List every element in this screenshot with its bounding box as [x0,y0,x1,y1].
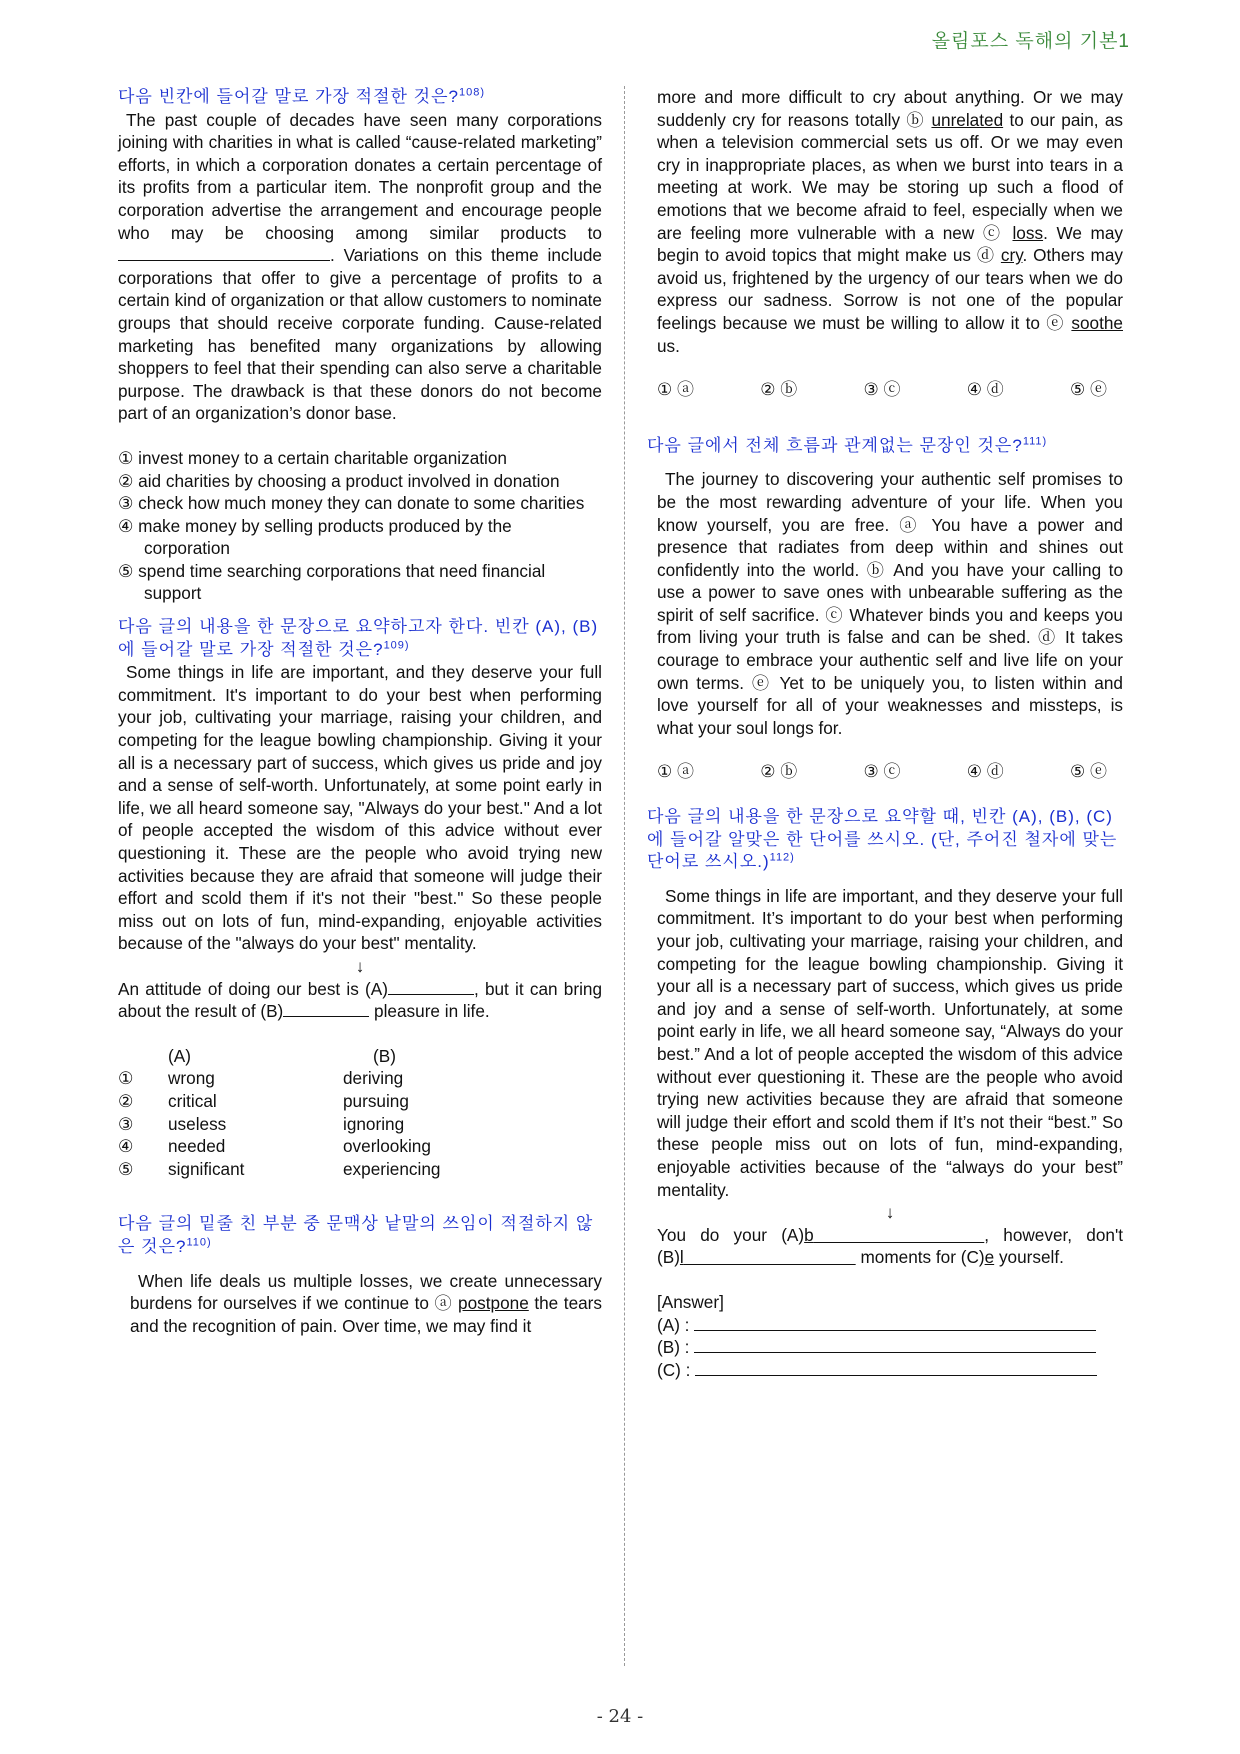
option-number: ① [118,1068,134,1089]
answer-blank [118,260,330,261]
option-number: ④ [118,1136,134,1157]
footnote-111: 111) [1022,435,1048,448]
option-4[interactable]: ④ ⓓ [966,380,1004,400]
right-column [647,86,1123,1381]
footnote-112: 112) [769,851,795,864]
question-112-summary: You do your (A)b , however, don't (B)l moments for (C)e yourself. [657,1224,1123,1268]
answer-field-b[interactable] [694,1338,1096,1353]
option-1[interactable]: ① ⓐ [657,380,694,400]
question-110-options [657,379,1107,402]
col-b-header: (B) [373,1045,396,1066]
footnote-110: 110) [186,1236,212,1249]
option-b: pursuing [343,1090,409,1111]
answer-label: [Answer] [657,1291,724,1312]
arrow-down-icon: ↓ [355,955,365,976]
option-5[interactable]: ⑤ ⓔ [1070,380,1107,400]
option-3[interactable]: ③ ⓒ [863,380,901,400]
arrow-down-icon: ↓ [885,1202,895,1223]
option-3[interactable]: ③ ⓒ [863,762,901,782]
option-a: useless [168,1113,227,1134]
option-b: overlooking [343,1136,431,1157]
option-2[interactable]: ② ⓑ [760,380,798,400]
option-a: needed [168,1136,226,1157]
underlined-b: unrelated [931,109,1004,130]
option-number: ③ [118,1113,134,1134]
answer-row-b: (B) : [657,1336,1123,1359]
question-110-passage-start: When life deals us multiple losses, we create unnecessary burdens for ourselves if we continue to ⓐ postpone the tears and the recognition of pain. Over time, we may find it [130,1270,603,1336]
column-divider [624,86,625,1666]
question-109-summary: An attitude of doing our best is (A) , but it can bring about the result of (B) pleasure in life. [118,978,603,1022]
answer-row-a: (A) : [657,1314,1123,1337]
underlined-d: cry [1000,245,1023,266]
underlined-e: soothe [1071,312,1123,333]
question-112-passage: Some things in life are important, and they deserve your full commitment. It’s important to do your best when performing your job, cultivating your marriage, raising your children, and competing for the league bowling championship. Giving it your all is a necessary part of success, which gives us pride and joy and a sense of self-worth. Unfortunately, at some point early in life, we all heard someone say, “Always do your best.” And a lot of people accepted the wisdom of this advice without ever questioning it. These are the people who avoid trying new activities because they are afraid that someone will judge their effort and scold them if It’s not their “best.” So these people miss out on lots of fun, mind-expanding, enjoyable activities because of the “always do your best” mentality. [657,885,1123,1200]
answer-field-a[interactable] [694,1316,1096,1331]
underlined-a: postpone [458,1293,529,1314]
option-a: wrong [168,1068,215,1089]
underlined-c: loss [1012,222,1044,243]
footnote-109: 109) [383,639,410,651]
option-b: deriving [343,1068,404,1089]
question-109-title: 다음 글의 내용을 한 문장으로 요약하고자 한다. 빈칸 (A), (B)에 들어갈 말로 가장 적절한 것은?$^{109)}$ [118,617,599,659]
blank-b [283,1016,369,1017]
option-3[interactable]: ③ check how much money they can donate to some charities [118,493,585,514]
question-109-passage: Some things in life are important, and they deserve your full commitment. It's important to do your best when performing your job, cultivating your marriage, raising your children, and competing for the league bowling championship. Giving it your all is a necessary part of success, which gives us pride and joy and a sense of self-worth. Unfortunately, at some point early in life, we all heard someone say, "Always do your best." And a lot of people accepted the wisdom of this advice without ever questioning it. These are the people who avoid trying new activities because they are afraid that someone will judge their effort and scold them if it's not their "best." So these people miss out on lots of fun, mind-expanding, enjoyable activities because of the "always do your best" mentality. [118,662,602,954]
answer-field-c[interactable] [695,1361,1097,1376]
option-5[interactable]: ⑤ ⓔ [1070,762,1107,782]
question-111-passage: The journey to discovering your authentic self promises to be the most rewarding adventure of your life. When you know yourself, you are free. ⓐ You have a power and presence that radiates from deep within and shines out confidently into the world. ⓑ And you have your calling to use a power to save ones with unbearable suffering as the spirit of self sacrifice. ⓒ Whatever binds you and keeps you from living your truth is false and can be shed. ⓓ It takes courage to embrace your authentic self and live life on your own terms. ⓔ Yet to be uniquely you, to listen within and love yourself for all of your weaknesses and missteps, is what your soul longs for. [657,469,1123,738]
option-b: ignoring [343,1113,405,1134]
option-2[interactable]: ② ⓑ [760,762,798,782]
blank-c[interactable]: e [984,1247,995,1268]
option-number: ② [118,1090,134,1111]
question-108-options [118,447,602,605]
option-row-2[interactable] [118,1090,440,1113]
option-4[interactable]: ④ make money by selling products produced by the corporation [118,515,512,559]
blank-a[interactable]: b [804,1224,814,1245]
option-2[interactable]: ② aid charities by choosing a product involved in donation [118,470,560,491]
header-title: 올림포스 독해의 기본1 [931,31,1130,52]
option-1[interactable]: ① invest money to a certain charitable organization [118,447,507,468]
option-number: ⑤ [118,1158,134,1179]
option-5[interactable]: ⑤ spend time searching corporations that need financial support [118,560,546,604]
passage-text: more and more difficult to cry about anything. Or we may suddenly cry for reasons totally ⓑ [657,87,1123,130]
option-row-3[interactable] [118,1113,440,1136]
col-a-header: (A) [168,1045,191,1066]
question-109-options [118,1045,440,1181]
question-110-title: 다음 글의 밑줄 친 부분 중 문맥상 낱말의 쓰임이 적절하지 않은 것은?$^{110)}$ [118,1214,594,1256]
option-1[interactable]: ① ⓐ [657,762,694,782]
blank-b[interactable]: l [679,1247,684,1268]
question-108-title: 다음 빈칸에 들어갈 말로 가장 적절한 것은?$^{108)}$ [118,86,485,106]
option-4[interactable]: ④ ⓓ [966,762,1004,782]
option-row-5[interactable] [118,1158,440,1181]
options-header [118,1045,440,1068]
option-row-1[interactable] [118,1067,440,1090]
question-108-passage: The past couple of decades have seen many corporations joining with charities in what is called “cause-related marketing” efforts, in which a corporation donates a certain percentage of its profits from a particular item. The nonprofit group and the corporation advertise the arrangement and encourage people who may be choosing among similar products to . Variations on this theme include corporations that offer to give a percentage of profits to a certain kind of organization or that allow customers to nominate groups that should receive corporate funding. Cause-related marketing has benefited many organizations by allowing shoppers to feel that their spending can also serve a charitable purpose. The drawback is that these donors do not become part of an organization’s donor base. [118,109,602,424]
footnote-108: 108) [458,86,485,99]
option-a: critical [168,1090,217,1111]
option-b: experiencing [343,1158,441,1179]
page-number: - 24 - [596,1706,644,1727]
question-112-title: 다음 글의 내용을 한 문장으로 요약할 때, 빈칸 (A), (B), (C)에 들어갈 알맞은 한 단어를 쓰시오. (단, 주어진 철자에 맞는 단어로 쓰시오.)$^{112)}$ [647,807,1118,872]
question-111-options [657,761,1107,784]
question-111-title: 다음 글에서 전체 흐름과 관계없는 문장인 것은?$^{111)}$ [647,435,1048,455]
option-row-4[interactable] [118,1135,440,1158]
option-a: significant [168,1158,245,1179]
question-110-passage-continued: more and more difficult to cry about anything. Or we may suddenly cry for reasons totally ⓑ unrelated to our pain, as when a television commercial sets us off. Or we may even cry in inappropriate places, as when we burst into tears in a meeting at work. We may be storing up such a flood of emotions that we become afraid to feel, especially when we are feeling more vulnerable with a new ⓒ loss. We may begin to avoid topics that might make us ⓓ cry. Others may avoid us, frightened by the urgency of our tears when we do express our sadness. Sorrow is not one of the popular feelings because we must be willing to allow it to ⓔ soothe us. [657,87,1123,356]
blank-a [388,994,474,995]
left-column [118,86,602,1337]
answer-row-c: (C) : [657,1359,1123,1382]
